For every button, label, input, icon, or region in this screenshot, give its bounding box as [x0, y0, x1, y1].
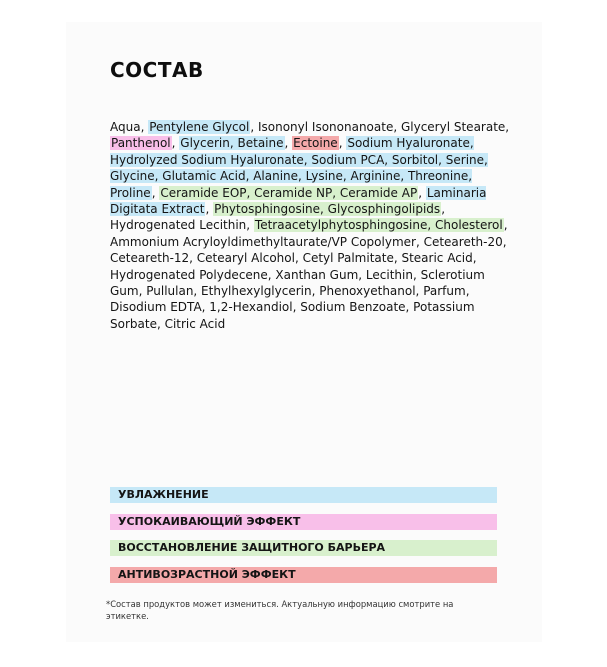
- ingredient-highlight-moist: Pentylene Glycol: [149, 120, 250, 134]
- ingredient-highlight-anti: Ectoine: [293, 136, 338, 151]
- legend-item-calm: УСПОКАИВАЮЩИЙ ЭФФЕКТ: [110, 514, 497, 530]
- legend-item-restore: ВОССТАНОВЛЕНИЕ ЗАЩИТНОГО БАРЬЕРА: [110, 540, 497, 556]
- ingredient-highlight-moist: Laminaria Digitata Extract: [110, 185, 487, 217]
- ingredient-highlight-restore: Tetraacetylphytosphingosine, Cholesterol: [254, 218, 503, 233]
- legend-item-moist: УВЛАЖНЕНИЕ: [110, 487, 497, 503]
- disclaimer-footnote: *Состав продуктов может измениться. Актуальную информацию смотрите на этикетке.: [106, 599, 454, 621]
- ingredient-highlight-moist: Sodium Hyaluronate, Hydrolyzed Sodium Hyaluronate, Sodium PCA, Sorbitol, Serine, Glycine, Glutamic Acid, Alanine, Lysine, Arginine, Threonine, Proline: [110, 136, 488, 200]
- ingredient-highlight-restore: Ceramide EOP, Ceramide NP, Ceramide AP: [160, 185, 418, 200]
- ingredient-highlight-calm: Panthenol: [111, 136, 171, 151]
- ingredient-text: ,: [418, 185, 426, 200]
- ingredients-text: [110, 119, 510, 332]
- ingredient-text: ,: [151, 185, 160, 200]
- ingredient-text: , Isononyl Isononanoate, Glyceryl Stearate,: [250, 120, 510, 134]
- ingredient-highlight-restore: Phytosphingosine, Glycosphingolipids: [214, 202, 441, 217]
- ingredient-text: , Ammonium Acryloyldimethyltaurate/VP Copolymer, Ceteareth-20, Ceteareth-12, Cetearyl Alcohol, Cetyl Palmitate, Stearic Acid, Hydrogenated Polydecene, Xanthan Gum, Lecithin, Sclerotium Gum, Pullulan, Ethylhexylglycerin, Phenoxyethanol, Parfum, Disodium EDTA, 1,2-Hexandiol, Sodium Benzoate, Potassium Sorbate, Citric Acid: [110, 218, 508, 331]
- ingredient-text: ,: [171, 136, 180, 151]
- ingredient-text: ,: [284, 136, 293, 151]
- legend-item-anti: АНТИВОЗРАСТНОЙ ЭФФЕКТ: [110, 567, 497, 583]
- section-title: СОСТАВ: [110, 58, 204, 82]
- ingredient-text: ,: [205, 202, 214, 217]
- ingredient-text: ,: [338, 136, 347, 151]
- ingredient-text: , Hydrogenated Lecithin,: [110, 202, 446, 233]
- legend: [110, 487, 497, 593]
- ingredient-text: Aqua,: [110, 120, 149, 134]
- ingredient-highlight-moist: Glycerin, Betaine: [180, 136, 284, 151]
